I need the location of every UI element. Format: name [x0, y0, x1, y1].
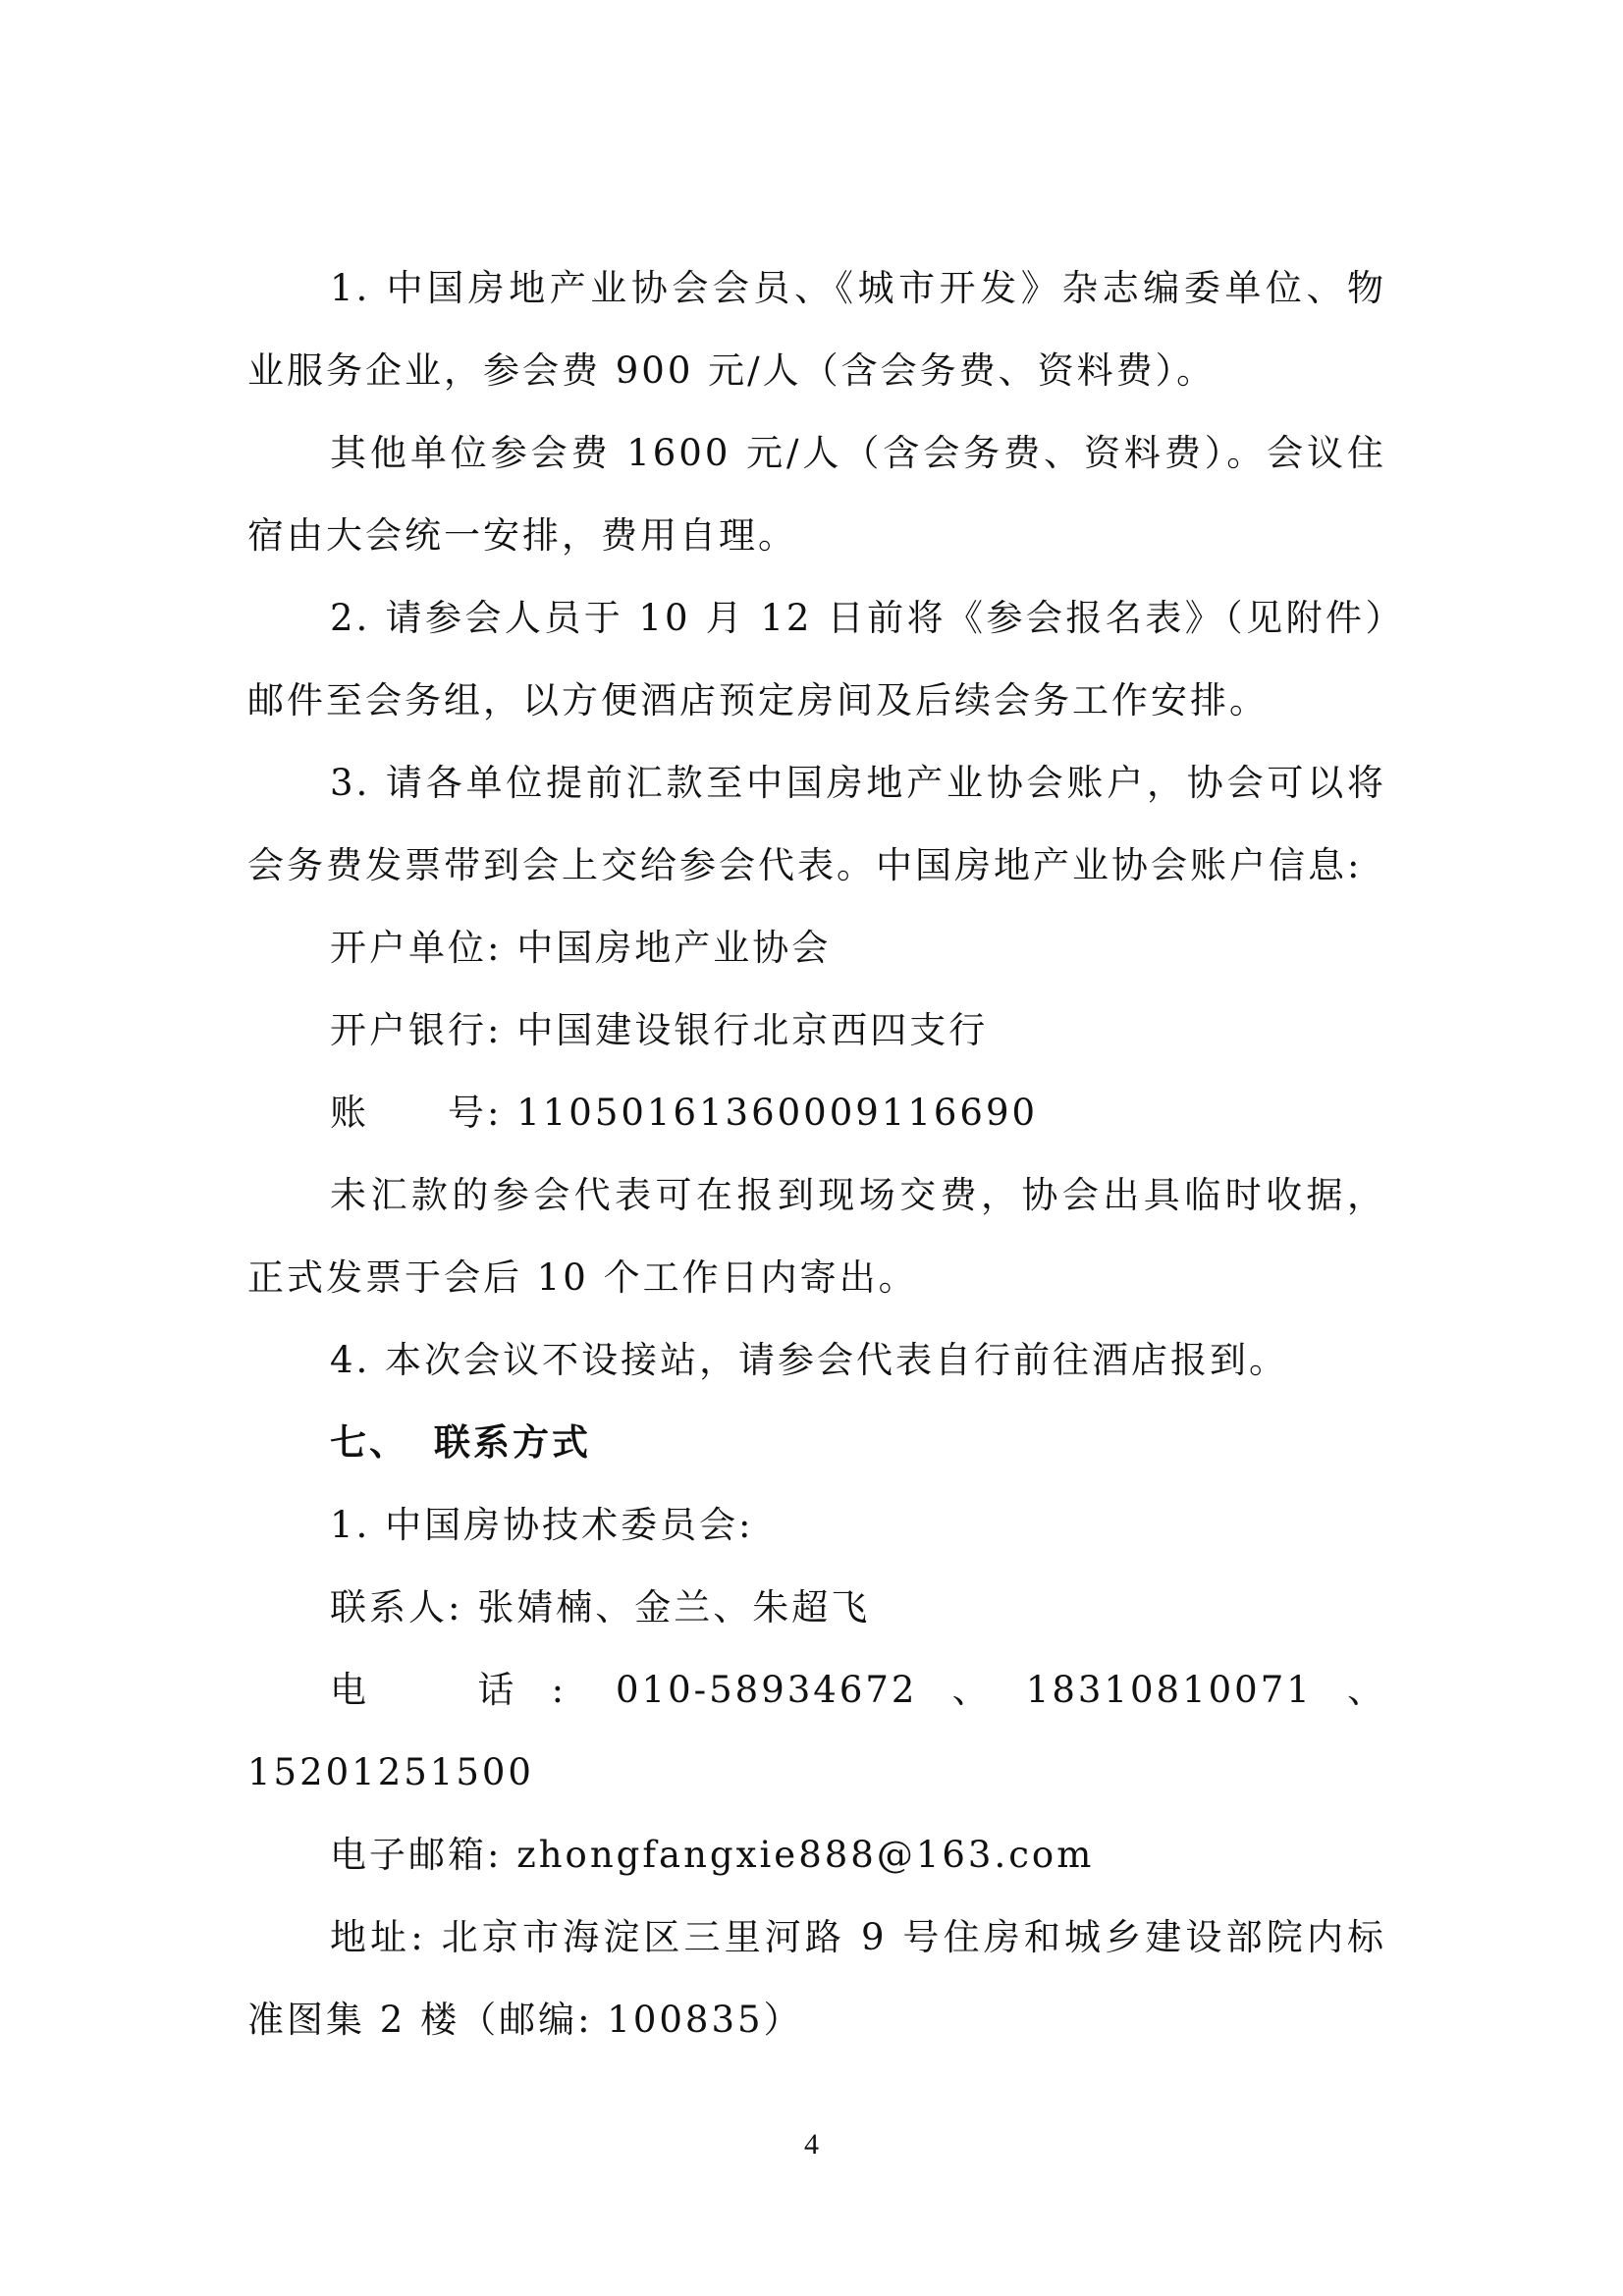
- account-number: 账 号: 11050161360009116690: [330, 1092, 1039, 1134]
- paragraph-remittance: 3. 请各单位提前汇款至中国房地产业协会账户，协会可以将会务费发票带到会上交给参会代表。中国房地产业协会账户信息:: [247, 762, 1386, 886]
- section-number: 七、: [330, 1421, 408, 1464]
- section-heading-contact: [247, 1402, 1386, 1484]
- page-number: 4: [804, 2128, 819, 2161]
- account-bank: 开户银行: 中国建设银行北京西四支行: [330, 1009, 989, 1051]
- account-holder: 开户单位: 中国房地产业协会: [330, 927, 832, 969]
- contact-address: 地址: 北京市海淀区三里河路 9 号住房和城乡建设部院内标准图集 2 楼（邮编: 100835）: [247, 1916, 1386, 2041]
- paragraph-onsite-payment: 未汇款的参会代表可在报到现场交费，协会出具临时收据，正式发票于会后 10 个工作日内寄出。: [247, 1174, 1386, 1299]
- document-body: [247, 247, 1386, 2061]
- section-title: 联系方式: [434, 1421, 591, 1464]
- contact-organization: 1. 中国房协技术委员会:: [330, 1504, 754, 1546]
- contact-email: 电子邮箱: zhongfangxie888@163.com: [330, 1834, 1095, 1876]
- paragraph-registration: 2. 请参会人员于 10 月 12 日前将《参会报名表》（见附件）邮件至会务组，以方便酒店预定房间及后续会务工作安排。: [247, 597, 1386, 721]
- paragraph-no-pickup: 4. 本次会议不设接站，请参会代表自行前往酒店报到。: [330, 1339, 1289, 1381]
- contact-persons: 联系人: 张婧楠、金兰、朱超飞: [330, 1586, 871, 1629]
- paragraph-member-fee: 1. 中国房地产业协会会员、《城市开发》杂志编委单位、物业服务企业，参会费 900 元/人（含会务费、资料费）。: [247, 267, 1386, 392]
- contact-phone: 电 话: 010-58934672、18310810071、15201251500: [247, 1669, 1386, 1793]
- paragraph-other-fee: 其他单位参会费 1600 元/人（含会务费、资料费）。会议住宿由大会统一安排，费用自理。: [247, 432, 1386, 557]
